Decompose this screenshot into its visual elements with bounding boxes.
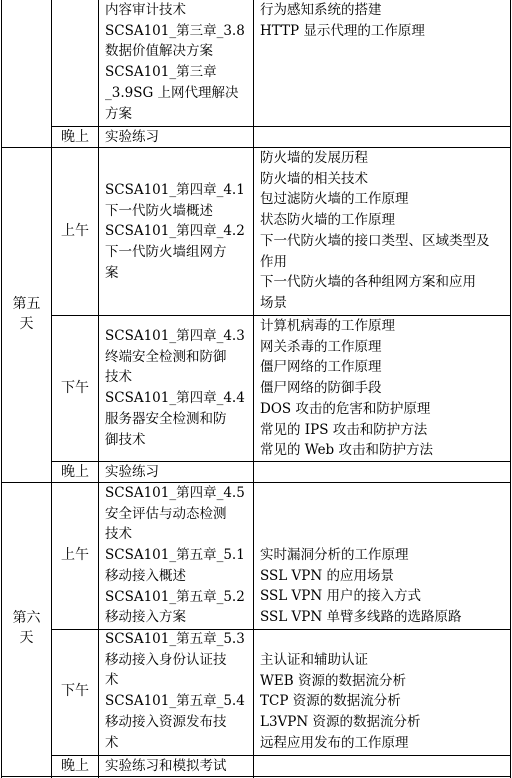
period-evening: 晚上	[61, 758, 89, 774]
course-cell: SCSA101_第五章_5.3 移动接入身份认证技 术 SCSA101_第五章_5.4 移动接入资源发布技 术	[105, 631, 245, 751]
content-cell: 计算机病毒的工作原理 网关杀毒的工作原理 僵尸网络的工作原理 僵尸网络的防御手段 DOS 攻击的危害和防护原理 常见的 IPS 攻击和防护方法 常见的 Web 攻击和防护方法	[260, 318, 433, 459]
day-label-6: 第六 天	[12, 610, 41, 646]
table-border-right	[510, 0, 511, 778]
period-afternoon: 下午	[61, 683, 89, 699]
period-evening: 晚上	[61, 464, 89, 480]
table-border-bottom	[1, 776, 511, 777]
content-cell: 行为感知系统的搭建 HTTP 显示代理的工作原理	[260, 2, 425, 39]
content-cell: 实时漏洞分析的工作原理 SSL VPN 的应用场景 SSL VPN 用户的接入方式 SSL VPN 单臂多线路的选路原路	[260, 547, 462, 626]
column-divider-period	[98, 0, 99, 778]
course-cell: SCSA101_第四章_4.3 终端安全检测和防御 技术 SCSA101_第四章_4.4 服务器安全检测和防 御技术	[105, 328, 245, 448]
period-morning: 上午	[61, 547, 89, 563]
course-cell: 实验练习	[105, 464, 159, 480]
course-cell: 实验练习	[105, 129, 159, 145]
course-cell: SCSA101_第四章_4.5 安全评估与动态检测 技术 SCSA101_第五章_5.1 移动接入概述 SCSA101_第五章_5.2 移动接入方案	[105, 485, 245, 626]
row-divider	[1, 482, 511, 483]
period-evening: 晚上	[61, 129, 89, 145]
course-cell: 实验练习和模拟考试	[105, 758, 227, 774]
content-cell: 防火墙的发展历程 防火墙的相关技术 包过滤防火墙的工作原理 状态防火墙的工作原理 下一代防火墙的接口类型、区域类型及 作用 下一代防火墙的各种组网方案和应用 场景	[260, 150, 490, 311]
column-divider-course	[253, 0, 254, 778]
course-cell: SCSA101_第四章_4.1 下一代防火墙概述 SCSA101_第四章_4.2 下一代防火墙组网方 案	[105, 182, 245, 281]
period-morning: 上午	[61, 223, 89, 239]
content-cell: 主认证和辅助认证 WEB 资源的数据流分析 TCP 资源的数据流分析 L3VPN 资源的数据流分析 远程应用发布的工作原理	[260, 652, 421, 751]
day-label-5: 第五 天	[12, 296, 41, 332]
period-afternoon: 下午	[61, 380, 89, 396]
course-cell: 内容审计技术 SCSA101_第三章_3.8 数据价值解决方案 SCSA101_第三章 _3.9SG 上网代理解决 方案	[105, 2, 245, 122]
table-border-left	[1, 0, 2, 778]
